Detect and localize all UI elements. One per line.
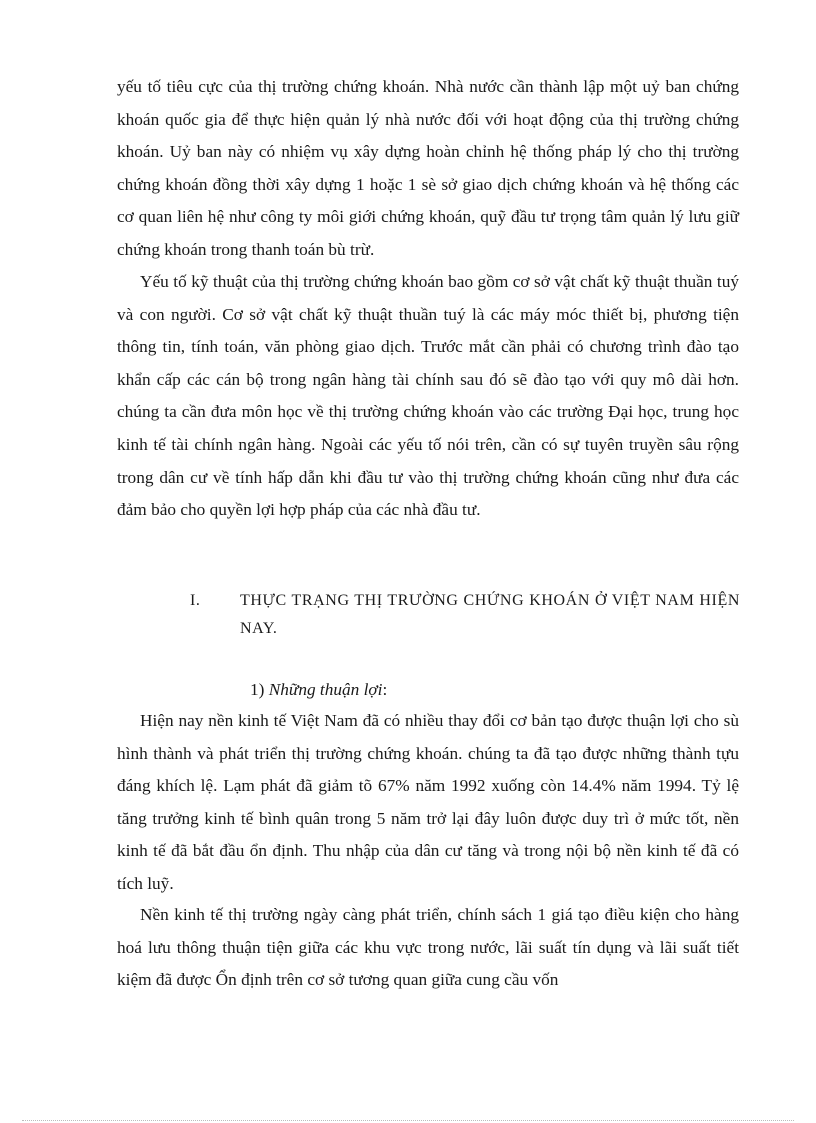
paragraph-market-economy: Nền kinh tế thị trường ngày càng phát triển, chính sách 1 giá tạo điều kiện cho hàng hoá lưu thông thuận tiện giữa các khu vực trong nước, lãi suất tín dụng và lãi suất tiết kiệm đã được Ổn định trên cơ sở tương quan giữa cung cầu vốn: [117, 905, 739, 990]
paragraph-technical-factors: Yếu tố kỹ thuật của thị trường chứng khoán bao gồm cơ sở vật chất kỹ thuật thuần tuý và con người. Cơ sở vật chất kỹ thuật thuần tuý là các máy móc thiết bị, phương tiện thông tin, tính toán, văn phòng giao dịch. Trước mắt cần phải có chương trình đào tạo khẩn cấp các cán bộ trong ngân hàng tài chính sau đó sẽ đào tạo với quy mô dài hơn. chúng ta cần đưa môn học về thị trường chứng khoán vào các trường Đại học, trung học kinh tế tài chính ngân hàng. Ngoài các yếu tố nói trên, cần có sự tuyên truyền sâu rộng trong dân cư về tính hấp dẫn khi đầu tư vào thị trường chứng khoán cũng như đưa các đảm bảo cho quyền lợi hợp pháp của các nhà đầu tư.: [117, 272, 739, 520]
subsection-heading-title: Những thuận lợi: [268, 680, 383, 699]
section-heading: [190, 587, 740, 643]
section-heading-number: I.: [190, 592, 201, 609]
subsection-heading: [250, 675, 387, 705]
subsection-heading-suffix: :: [382, 680, 388, 699]
paragraph-securities-committee: yếu tố tiêu cực của thị trường chứng khoán. Nhà nước cần thành lập một uỷ ban chứng khoán quốc gia để thực hiện quản lý nhà nước đối với hoạt động của thị trường chứng khoán. Uỷ ban này có nhiệm vụ xây dựng hoàn chỉnh hệ thống pháp lý cho thị trường chứng khoán đồng thời xây dựng 1 hoặc 1 sè sở giao dịch chứng khoán và hệ thống các cơ quan liên hệ như công ty môi giới chứng khoán, quỹ đầu tư trọng tâm quản lý lưu giữ chứng khoán trong thanh toán bù trừ.: [117, 77, 739, 259]
page-bottom-divider: [22, 1120, 794, 1121]
subsection-heading-number: 1): [250, 680, 265, 699]
section-heading-title: THỰC TRẠNG THỊ TRƯỜNG CHỨNG KHOÁN Ở VIỆT NAM HIỆN NAY.: [240, 592, 740, 637]
paragraph-advantages: Hiện nay nền kinh tế Việt Nam đã có nhiều thay đổi cơ bản tạo được thuận lợi cho sù hình thành và phát triển thị trường chứng khoán. chúng ta đã tạo được những thành tựu đáng khích lệ. Lạm phát đã giảm tõ 67% năm 1992 xuống còn 14.4% năm 1994. Tỷ lệ tăng trưởng kinh tế bình quân trong 5 năm trở lại đây luôn được duy trì ở mức tốt, nền kinh tế đã bắt đầu ổn định. Thu nhập của dân cư tăng và trong nội bộ nền kinh tế đã có tích luỹ.: [117, 711, 739, 893]
